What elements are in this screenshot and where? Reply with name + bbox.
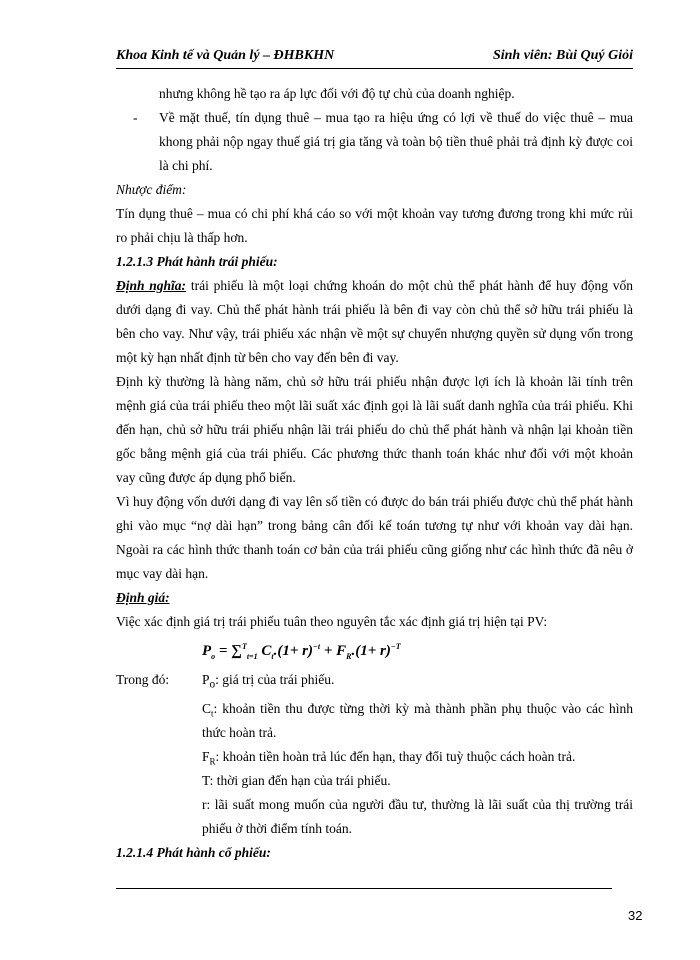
- disadvantage-text: Tín dụng thuê – mua có chi phí khá cáo so với một khoản vay tương đương trong khi mức rủi ro phải chịu là thấp hơn.: [116, 206, 633, 245]
- footer-divider: [116, 888, 612, 889]
- where-item: $C_t$: khoản tiền thu được từng thời kỳ mà thành phần phụ thuộc vào các hình thức hoàn trả.: [202, 700, 633, 740]
- paragraph-periodic: Định kỳ thường là hàng năm, chủ sở hữu trái phiếu nhận được lợi ích là khoản lãi tính trên mệnh giá của trái phiếu theo một lãi suất xác định gọi là lãi suất danh nghĩa của trái phiếu. Khi đến hạn, chủ sở hữu trái phiếu nhận lãi trái phiếu do chủ thể phát hành và nhận lại khoản tiền gốc bằng mệnh giá của trái phiếu. Các phương thức thanh toán khác như đối với một khoản vay cũng được áp dụng phổ biến.: [116, 374, 633, 485]
- valuation-label: Định giá:: [116, 590, 170, 605]
- definition-paragraph: [116, 274, 633, 370]
- page-body: [116, 82, 633, 865]
- page-header: [116, 48, 633, 69]
- bullet-tax-text: Về mặt thuế, tín dụng thuê – mua tạo ra hiệu ứng có lợi về thuế do việc thuê – mua khong phải nộp ngay thuế giá trị gia tăng và toàn bộ tiền thuê phải trả định kỳ được coi là chi phí.: [159, 110, 633, 173]
- paragraph-because: Vì huy động vốn dưới dạng đi vay lên số tiền có được do bán trái phiếu được chủ thể phát hành ghi vào mục “nợ dài hạn” trong bảng cân đối kế toán tương tự như với khoản vay dài hạn. Ngoài ra các hình thức thanh toán cơ bản của trái phiếu cũng giống như các hình thức đã nêu ở mục vay dài hạn.: [116, 494, 633, 581]
- header-faculty: Khoa Kinh tế và Quản lý – ĐHBKHN: [116, 48, 335, 63]
- page-number: 32: [628, 908, 643, 923]
- paragraph-continued: nhưng không hề tạo ra áp lực đối với độ tự chủ của doanh nghiệp.: [159, 86, 515, 101]
- definition-text: trái phiếu là một loại chứng khoán do một chủ thể phát hành để huy động vốn dưới dạng đi vay. Chủ thể phát hành trái phiếu là bên đi vay còn chủ thể sở hữu trái phiếu là bên cho vay. Như vậy, trái phiếu xác nhận về một sự chuyển nhượng quyền sử dụng vốn trong một kỳ hạn nhất định từ bên cho vay đến bên đi vay.: [116, 278, 634, 365]
- section-heading-shares: 1.2.1.4 Phát hành cổ phiếu:: [116, 844, 271, 860]
- where-item: $F_R$: khoản tiền hoàn trả lúc đến hạn, thay đổi tuỳ thuộc cách hoàn trả.: [202, 748, 576, 767]
- where-item: $P_o$: giá trị của trái phiếu.: [202, 672, 335, 691]
- disadvantage-label: Nhược điểm:: [116, 182, 187, 197]
- bond-value-formula: $P_o = \sum^T_{t=1}$ $C_t.(1+ r)^{-t} + F_R.(1+ r)^{-T}$: [202, 642, 401, 661]
- valuation-text: Việc xác định giá trị trái phiếu tuân theo nguyên tắc xác định giá trị hiện tại PV:: [116, 614, 548, 629]
- where-label: Trong đó:: [116, 672, 170, 687]
- where-item: T: thời gian đến hạn của trái phiếu.: [202, 772, 391, 788]
- bullet-dash: -: [133, 110, 138, 125]
- definition-label: Định nghĩa:: [116, 278, 187, 293]
- bullet-tax: [116, 106, 633, 178]
- section-heading-bonds: 1.2.1.3 Phát hành trái phiếu:: [116, 254, 278, 269]
- where-first-row: [116, 668, 633, 697]
- header-student: Sinh viên: Bùi Quý Giỏi: [492, 48, 633, 63]
- where-item: r: lãi suất mong muốn của người đầu tư, thường là lãi suất của thị trường trái phiếu ở thời điểm tính toán.: [202, 796, 633, 836]
